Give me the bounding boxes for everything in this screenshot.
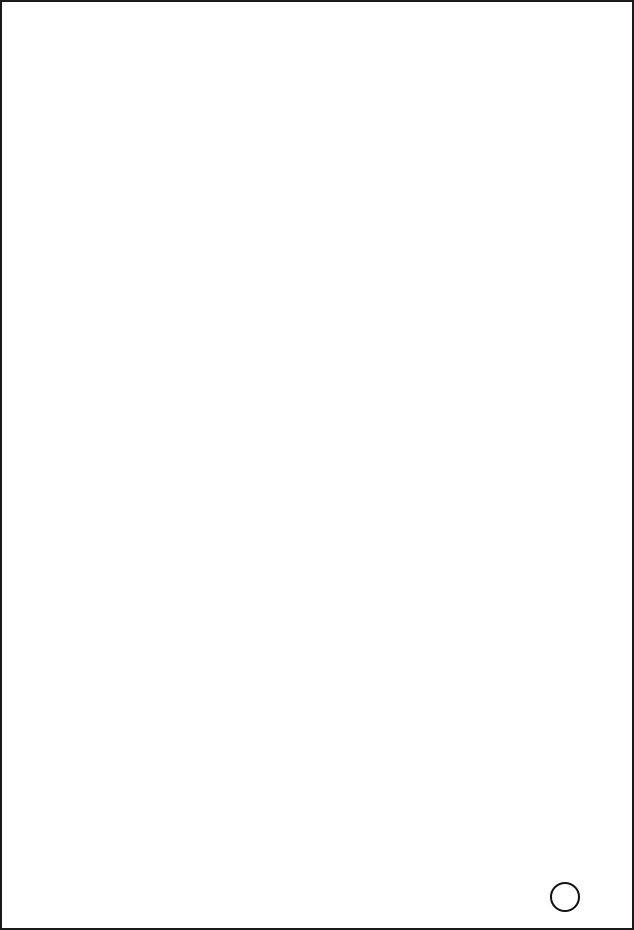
page-number-badge xyxy=(550,882,580,912)
